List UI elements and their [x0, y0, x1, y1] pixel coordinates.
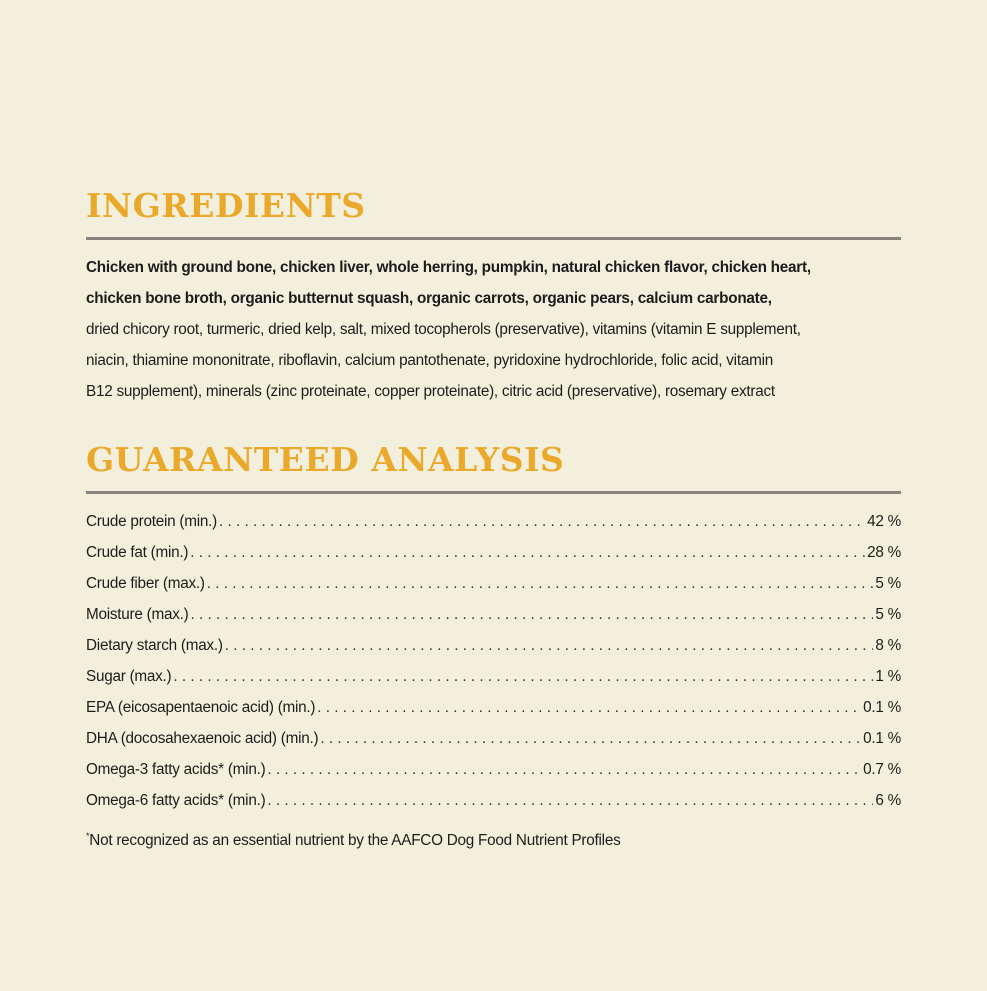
- analysis-row: [86, 568, 901, 599]
- analysis-row: [86, 692, 901, 723]
- footnote-mark: *: [86, 831, 90, 841]
- analysis-label: Sugar (max.): [86, 668, 172, 685]
- ingredients-list: [86, 252, 901, 407]
- analysis-value: 0.7 %: [863, 761, 901, 778]
- ingredients-line: niacin, thiamine mononitrate, riboflavin, calcium pantothenate, pyridoxine hydrochloride, folic acid, vitamin: [86, 352, 773, 369]
- analysis-value: 5 %: [875, 575, 901, 592]
- analysis-divider: [86, 491, 901, 494]
- analysis-table: [86, 506, 901, 816]
- analysis-row: [86, 754, 901, 785]
- analysis-label: Crude protein (min.): [86, 513, 218, 530]
- dot-leader: [190, 537, 865, 568]
- analysis-row: [86, 785, 901, 816]
- analysis-value: 0.1 %: [863, 699, 901, 716]
- ingredients-line: dried chicory root, turmeric, dried kelp, salt, mixed tocopherols (preservative), vitamins (vitamin E supplement,: [86, 321, 801, 338]
- ingredients-bold-line: chicken bone broth, organic butternut squash, organic carrots, organic pears, calcium carbonate,: [86, 290, 772, 307]
- analysis-label: EPA (eicosapentaenoic acid) (min.): [86, 699, 316, 716]
- analysis-value: 5 %: [875, 606, 901, 623]
- analysis-row: [86, 537, 901, 568]
- dot-leader: [173, 661, 873, 692]
- dot-leader: [267, 785, 873, 816]
- dot-leader: [207, 568, 874, 599]
- dot-leader: [267, 754, 861, 785]
- ingredients-bold-line: Chicken with ground bone, chicken liver, whole herring, pumpkin, natural chicken flavor, chicken heart,: [86, 259, 811, 276]
- analysis-row: [86, 723, 901, 754]
- analysis-value: 28 %: [867, 544, 901, 561]
- analysis-value: 1 %: [875, 668, 901, 685]
- analysis-label: Crude fat (min.): [86, 544, 189, 561]
- dot-leader: [317, 692, 861, 723]
- analysis-label: Omega-6 fatty acids* (min.): [86, 792, 266, 809]
- analysis-label: Moisture (max.): [86, 606, 189, 623]
- footnote-text: Not recognized as an essential nutrient by the AAFCO Dog Food Nutrient Profiles: [89, 832, 621, 849]
- footnote: [86, 821, 621, 856]
- analysis-label: DHA (docosahexaenoic acid) (min.): [86, 730, 319, 747]
- analysis-value: 0.1 %: [863, 730, 901, 747]
- dot-leader: [191, 599, 874, 630]
- analysis-label: Dietary starch (max.): [86, 637, 223, 654]
- analysis-row: [86, 599, 901, 630]
- analysis-label: Omega-3 fatty acids* (min.): [86, 761, 266, 778]
- analysis-row: [86, 661, 901, 692]
- ingredients-line: B12 supplement), minerals (zinc proteinate, copper proteinate), citric acid (preservative), rosemary extract: [86, 383, 775, 400]
- analysis-value: 8 %: [875, 637, 901, 654]
- dot-leader: [219, 506, 865, 537]
- dot-leader: [320, 723, 861, 754]
- dot-leader: [225, 630, 874, 661]
- analysis-label: Crude fiber (max.): [86, 575, 205, 592]
- analysis-value: 42 %: [867, 513, 901, 530]
- analysis-value: 6 %: [875, 792, 901, 809]
- analysis-row: [86, 630, 901, 661]
- analysis-row: [86, 506, 901, 537]
- guaranteed-analysis-heading: GUARANTEED ANALYSIS: [86, 440, 565, 479]
- ingredients-heading: INGREDIENTS: [86, 186, 366, 225]
- ingredients-divider: [86, 237, 901, 240]
